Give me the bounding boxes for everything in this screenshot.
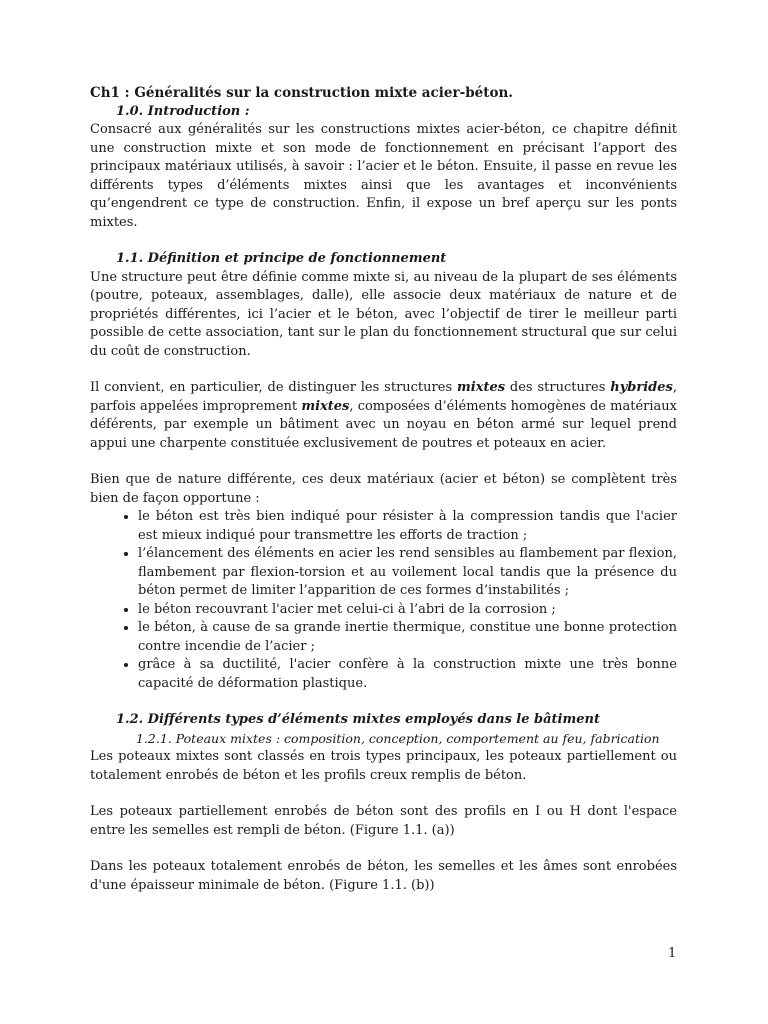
emphasis-hybrides: hybrides: [610, 380, 673, 395]
list-item: • le béton est très bien indiqué pour résister à la compression tandis que l'acier est mieux indiqué pour transmettre les efforts de traction ;: [138, 508, 677, 545]
hybrid-structures-paragraph: Il convient, en particulier, de distinguer les structures mixtes des structures hybrides, parfois appelées improprement mixtes, composées d’éléments homogènes de matériaux déférents, par exemple un bâtiment avec un noyau en béton armé sur lequel prend appui une charpente constituée exclusivement de poutres et poteaux en acier.: [90, 380, 677, 451]
advantages-list: [90, 508, 677, 693]
section-heading-introduction: 1.0. Introduction :: [116, 103, 250, 119]
list-item: • grâce à sa ductilité, l'acier confère à la construction mixte une très bonne capacité de déformation plastique.: [138, 656, 677, 693]
page-number: 1: [668, 946, 677, 961]
emphasis-mixtes-2: mixtes: [301, 398, 350, 414]
list-item: • l’élancement des éléments en acier les rend sensibles au flambement par flexion, flambement par flexion-torsion et au voilement local tandis que la présence du béton permet de limiter l’apparition de ces formes d’instabilités ;: [138, 545, 677, 601]
list-item: • le béton, à cause de sa grande inertie thermique, constitue une bonne protection contre incendie de l’acier ;: [138, 619, 677, 656]
document-page: [90, 84, 677, 895]
chapter-title: Ch1 : Généralités sur la construction mixte acier-béton.: [90, 85, 513, 101]
list-item: • le béton recouvrant l'acier met celui-ci à l’abri de la corrosion ;: [138, 601, 677, 620]
section-heading-element-types: 1.2. Différents types d’éléments mixtes employés dans le bâtiment: [116, 712, 600, 727]
section-heading-definition: 1.1. Définition et principe de fonctionnement: [116, 251, 447, 266]
subsection-heading-composite-columns: 1.2.1. Poteaux mixtes : composition, conception, comportement au feu, fabrication: [136, 730, 660, 746]
columns-types-paragraph: Les poteaux mixtes sont classés en trois types principaux, les poteaux partiellement ou totalement enrobés de béton et les profils creux remplis de béton.: [90, 749, 677, 783]
partially-encased-paragraph: Les poteaux partiellement enrobés de béton sont des profils en I ou H dont l'espace entre les semelles est rempli de béton. (Figure 1.1. (a)): [90, 804, 677, 838]
definition-paragraph: Une structure peut être définie comme mixte si, au niveau de la plupart de ses éléments (poutre, poteaux, assemblages, dalle), elle associe deux matériaux de nature et de propriétés différentes, ici l’acier et le béton, avec l’objectif de tirer le meilleur parti possible de cette association, tant sur le plan du fonctionnement structural que sur celui du coût de construction.: [90, 269, 677, 359]
fully-encased-paragraph: Dans les poteaux totalement enrobés de béton, les semelles et les âmes sont enrobées d'une épaisseur minimale de béton. (Figure 1.1. (b)): [90, 859, 677, 893]
emphasis-mixtes: mixtes: [457, 380, 506, 395]
introduction-paragraph: Consacré aux généralités sur les constructions mixtes acier-béton, ce chapitre définit une construction mixte et son mode de fonctionnement en précisant l’apport des principaux matériaux utilisés, à savoir : l’acier et le béton. Ensuite, il passe en revue les différents types d’éléments mixtes ainsi que les avantages et inconvénients qu’engendrent ce type de construction. Enfin, il expose un bref aperçu sur les ponts mixtes.: [90, 122, 677, 230]
complementarity-paragraph: Bien que de nature différente, ces deux matériaux (acier et béton) se complètent très bien de façon opportune :: [90, 472, 677, 506]
